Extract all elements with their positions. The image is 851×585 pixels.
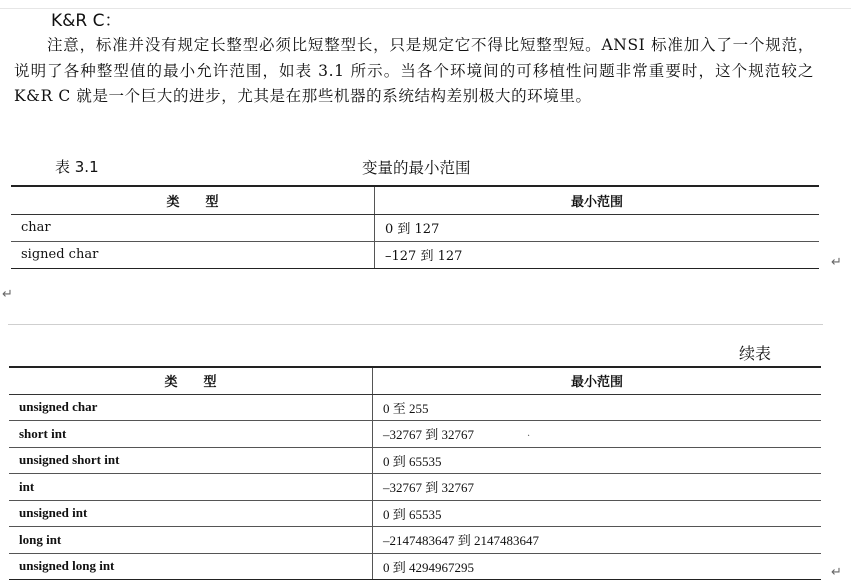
table-row xyxy=(9,474,821,501)
header-min-range: 最小范围 xyxy=(375,186,820,214)
table-number: 表 3.1 xyxy=(55,158,99,176)
table-header-row xyxy=(11,186,819,214)
paragraph-return-icon: ↵ xyxy=(831,565,842,580)
paragraph-return-icon: ↵ xyxy=(2,287,13,302)
table-row xyxy=(9,447,821,474)
range-cell: 0 到 65535 xyxy=(373,500,822,527)
range-cell: 0 至 255 xyxy=(373,394,822,421)
stray-dot: · xyxy=(527,431,531,442)
table-row xyxy=(11,214,819,241)
table-row xyxy=(9,421,821,448)
top-rule xyxy=(0,8,851,9)
range-cell: 0 到 127 xyxy=(375,214,820,241)
table-row xyxy=(9,394,821,421)
header-type: 类 型 xyxy=(9,367,373,394)
table-row xyxy=(9,500,821,527)
type-cell: signed char xyxy=(11,241,375,268)
range-cell: –2147483647 到 2147483647 xyxy=(373,527,822,554)
range-cell: 0 到 65535 xyxy=(373,447,822,474)
range-cell: –32767 到 32767 xyxy=(373,421,822,448)
table-header-row xyxy=(9,367,821,394)
table-row xyxy=(9,527,821,554)
type-cell: unsigned short int xyxy=(9,447,373,474)
min-range-table xyxy=(11,185,819,269)
table-row xyxy=(11,241,819,268)
paragraph-return-icon: ↵ xyxy=(831,255,842,270)
type-cell: short int xyxy=(9,421,373,448)
type-cell: unsigned long int xyxy=(9,553,373,580)
section-heading: K&R C： xyxy=(51,11,122,31)
range-cell: –127 到 127 xyxy=(375,241,820,268)
table-title: 变量的最小范围 xyxy=(362,159,471,177)
range-cell: –32767 到 32767 xyxy=(373,474,822,501)
type-cell: int xyxy=(9,474,373,501)
header-min-range: 最小范围 xyxy=(373,367,822,394)
body-paragraph: 注意，标准并没有规定长整型必须比短整型长，只是规定它不得比短整型短。ANSI 标准加入了一个规范，说明了各种整型值的最小允许范围，如表 3.1 所示。当各个环境间的可移植性问题非常重要时，这个规范较之 K&R C 就是一个巨大的进步，尤其是在那些机器的系统结构差别极大的环境里。 xyxy=(14,36,814,105)
type-cell: char xyxy=(11,214,375,241)
page-separator xyxy=(8,324,823,325)
range-cell: 0 到 4294967295 xyxy=(373,553,822,580)
type-cell: unsigned int xyxy=(9,500,373,527)
type-cell: unsigned char xyxy=(9,394,373,421)
continued-label: 续表 xyxy=(739,344,772,363)
min-range-table-continued xyxy=(9,366,821,580)
type-cell: long int xyxy=(9,527,373,554)
header-type: 类 型 xyxy=(11,186,375,214)
table-row xyxy=(9,553,821,580)
